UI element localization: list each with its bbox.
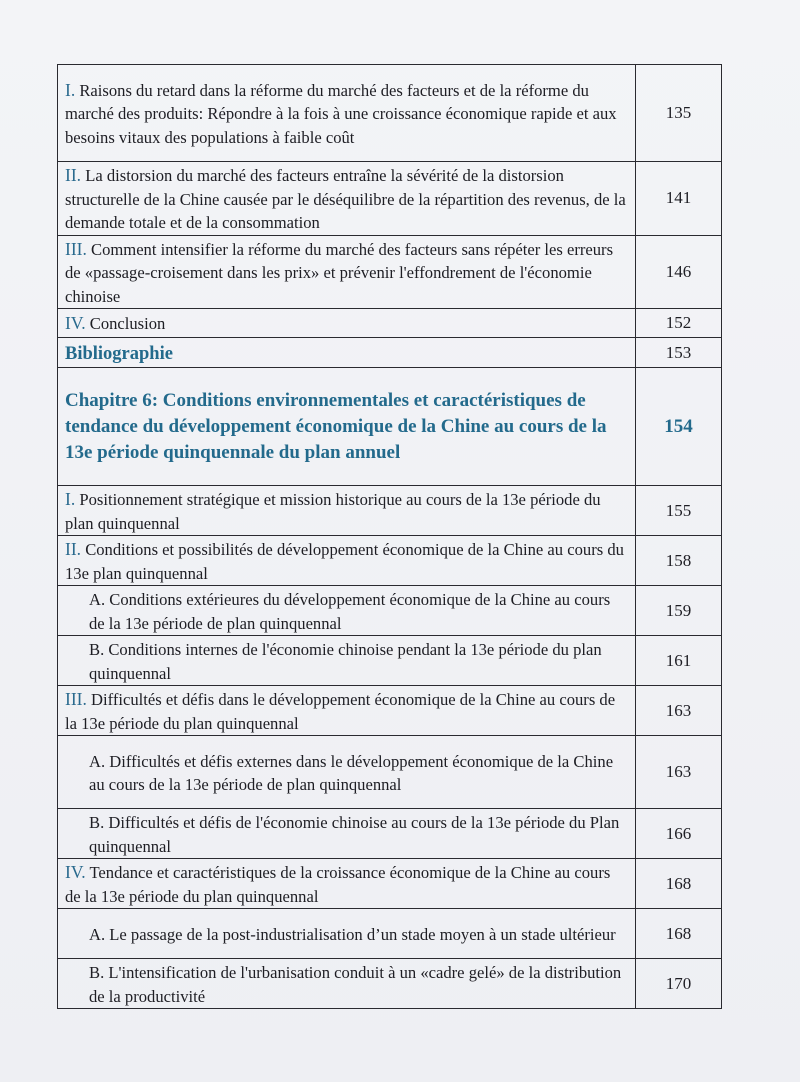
- toc-entry-page: 155: [636, 486, 722, 536]
- toc-entry-title: [58, 162, 636, 236]
- toc-row: [58, 338, 722, 368]
- toc-entry-page: 141: [636, 162, 722, 236]
- toc-entry-title: A. Le passage de la post-industrialisation d’un stade moyen à un stade ultérieur: [58, 909, 636, 959]
- toc-row: [58, 859, 722, 909]
- toc-entry-title: [58, 65, 636, 162]
- toc-entry-title: [58, 235, 636, 309]
- toc-entry-number: I.: [65, 79, 76, 100]
- toc-entry-text: Comment intensifier la réforme du marché des facteurs sans répéter les erreurs de «passage-croisement dans les prix» et prévenir l'effondrement de l'économie chinoise: [65, 239, 614, 306]
- toc-entry-text: Raisons du retard dans la réforme du marché des facteurs et de la réforme du marché des produits: Répondre à la fois à une croissance économique rapide et aux besoins vitaux des populations à faible coût: [65, 80, 617, 147]
- toc-row: [58, 486, 722, 536]
- toc-entry-title: A. Difficultés et défis externes dans le développement économique de la Chine au cours de la 13e période de plan quinquennal: [58, 736, 636, 809]
- toc-row: [58, 235, 722, 309]
- toc-entry-title: [58, 486, 636, 536]
- toc-entry-title: [58, 859, 636, 909]
- toc-entry-page: 146: [636, 235, 722, 309]
- toc-entry-text: Positionnement stratégique et mission historique au cours de la 13e période du plan quinquennal: [65, 490, 601, 533]
- toc-entry-page: 163: [636, 736, 722, 809]
- toc-entry-number: IV.: [65, 862, 86, 882]
- table-of-contents: [57, 64, 722, 1009]
- toc-entry-page: 166: [636, 809, 722, 859]
- toc-row: [58, 162, 722, 236]
- toc-entry-text: Conclusion: [89, 314, 166, 334]
- toc-entry-text: Tendance et caractéristiques de la croissance économique de la Chine au cours de la 13e période du plan quinquennal: [65, 863, 611, 906]
- toc-entry-page: 161: [636, 636, 722, 686]
- toc-entry-page: 163: [636, 686, 722, 736]
- toc-row: [58, 959, 722, 1009]
- toc-entry-title: A. Conditions extérieures du développement économique de la Chine au cours de la 13e période de plan quinquennal: [58, 586, 636, 636]
- toc-entry-title: [58, 309, 636, 338]
- toc-row: [58, 309, 722, 338]
- toc-entry-page: 154: [636, 368, 722, 486]
- chapter-title: Chapitre 6: Conditions environnementales et caractéristiques de tendance du développement économique de la Chine au cours de la 13e période quinquennale du plan annuel: [58, 368, 636, 486]
- toc-entry-page: 168: [636, 859, 722, 909]
- toc-entry-number: III.: [65, 689, 87, 709]
- toc-entry-page: 168: [636, 909, 722, 959]
- toc-entry-page: 152: [636, 309, 722, 338]
- toc-entry-number: III.: [65, 238, 87, 259]
- toc-entry-page: 135: [636, 65, 722, 162]
- toc-row: [58, 536, 722, 586]
- toc-entry-title: B. Conditions internes de l'économie chinoise pendant la 13e période du plan quinquennal: [58, 636, 636, 686]
- toc-entry-page: 170: [636, 959, 722, 1009]
- toc-entry-number: II.: [65, 165, 82, 185]
- toc-entry-number: I.: [65, 489, 76, 509]
- toc-entry-text: Conditions et possibilités de développement économique de la Chine au cours du 13e plan quinquennal: [65, 540, 624, 583]
- toc-entry-page: 159: [636, 586, 722, 636]
- toc-entry-title: Bibliographie: [58, 338, 636, 368]
- toc-entry-title: B. Difficultés et défis de l'économie chinoise au cours de la 13e période du Plan quinquennal: [58, 809, 636, 859]
- toc-entry-title: [58, 536, 636, 586]
- toc-row: [58, 636, 722, 686]
- toc-entry-number: II.: [65, 539, 82, 559]
- toc-entry-text: La distorsion du marché des facteurs entraîne la sévérité de la distorsion structurelle de la Chine causée par le déséquilibre de la répartition des revenus, de la demande totale et de la consommation: [65, 166, 626, 232]
- toc-entry-title: [58, 686, 636, 736]
- toc-row: [58, 809, 722, 859]
- toc-row: [58, 909, 722, 959]
- toc-row: [58, 65, 722, 162]
- toc-entry-number: IV.: [65, 313, 86, 334]
- toc-row-chapter: [58, 368, 722, 486]
- toc-entry-page: 153: [636, 338, 722, 368]
- toc-row: [58, 736, 722, 809]
- toc-entry-title: B. L'intensification de l'urbanisation conduit à un «cadre gelé» de la distribution de la productivité: [58, 959, 636, 1009]
- toc-entry-page: 158: [636, 536, 722, 586]
- toc-row: [58, 586, 722, 636]
- toc-row: [58, 686, 722, 736]
- toc-entry-text: Difficultés et défis dans le développement économique de la Chine au cours de la 13e période du plan quinquennal: [65, 690, 616, 733]
